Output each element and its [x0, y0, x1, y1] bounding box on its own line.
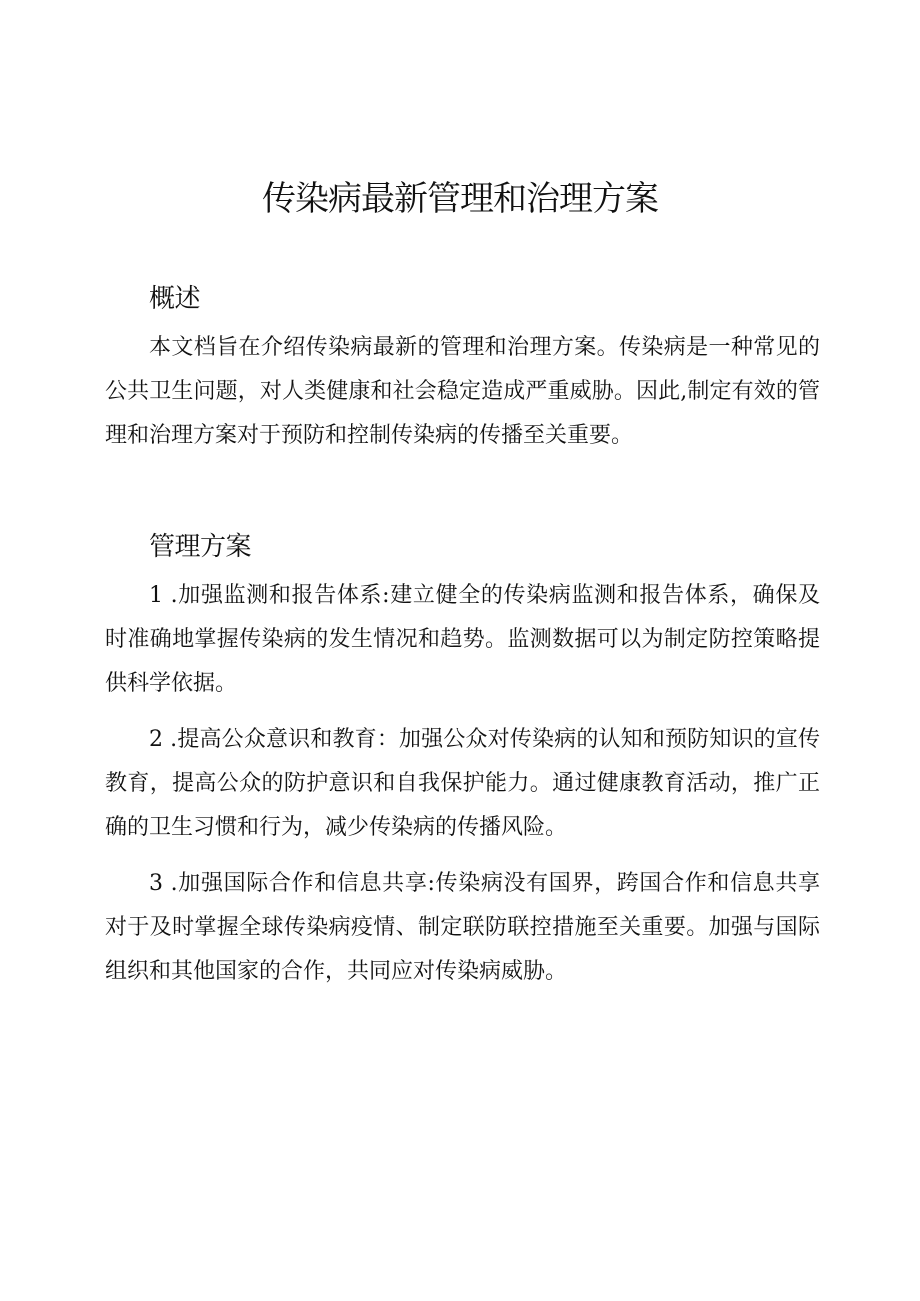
- document-title: 传染病最新管理和治理方案: [262, 179, 658, 219]
- section-heading-overview: 概述: [149, 284, 201, 314]
- plan-item-1: 1 .加强监测和报告体系:建立健全的传染病监测和报告体系，确保及时准确地掌握传染病的发生情况和趋势。监测数据可以为制定防控策略提供科学依据。: [105, 583, 820, 696]
- overview-paragraph: 本文档旨在介绍传染病最新的管理和治理方案。传染病是一种常见的公共卫生问题，对人类健康和社会稳定造成严重威胁。因此,制定有效的管理和治理方案对于预防和控制传染病的传播至关重要。: [105, 335, 820, 448]
- section-heading-management-plan: 管理方案: [149, 532, 252, 562]
- plan-item-2: 2 .提高公众意识和教育：加强公众对传染病的认知和预防知识的宣传教育，提高公众的防护意识和自我保护能力。通过健康教育活动，推广正确的卫生习惯和行为，减少传染病的传播风险。: [105, 727, 820, 840]
- plan-item-3: 3 .加强国际合作和信息共享:传染病没有国界，跨国合作和信息共享对于及时掌握全球传染病疫情、制定联防联控措施至关重要。加强与国际组织和其他国家的合作，共同应对传染病威胁。: [105, 871, 820, 984]
